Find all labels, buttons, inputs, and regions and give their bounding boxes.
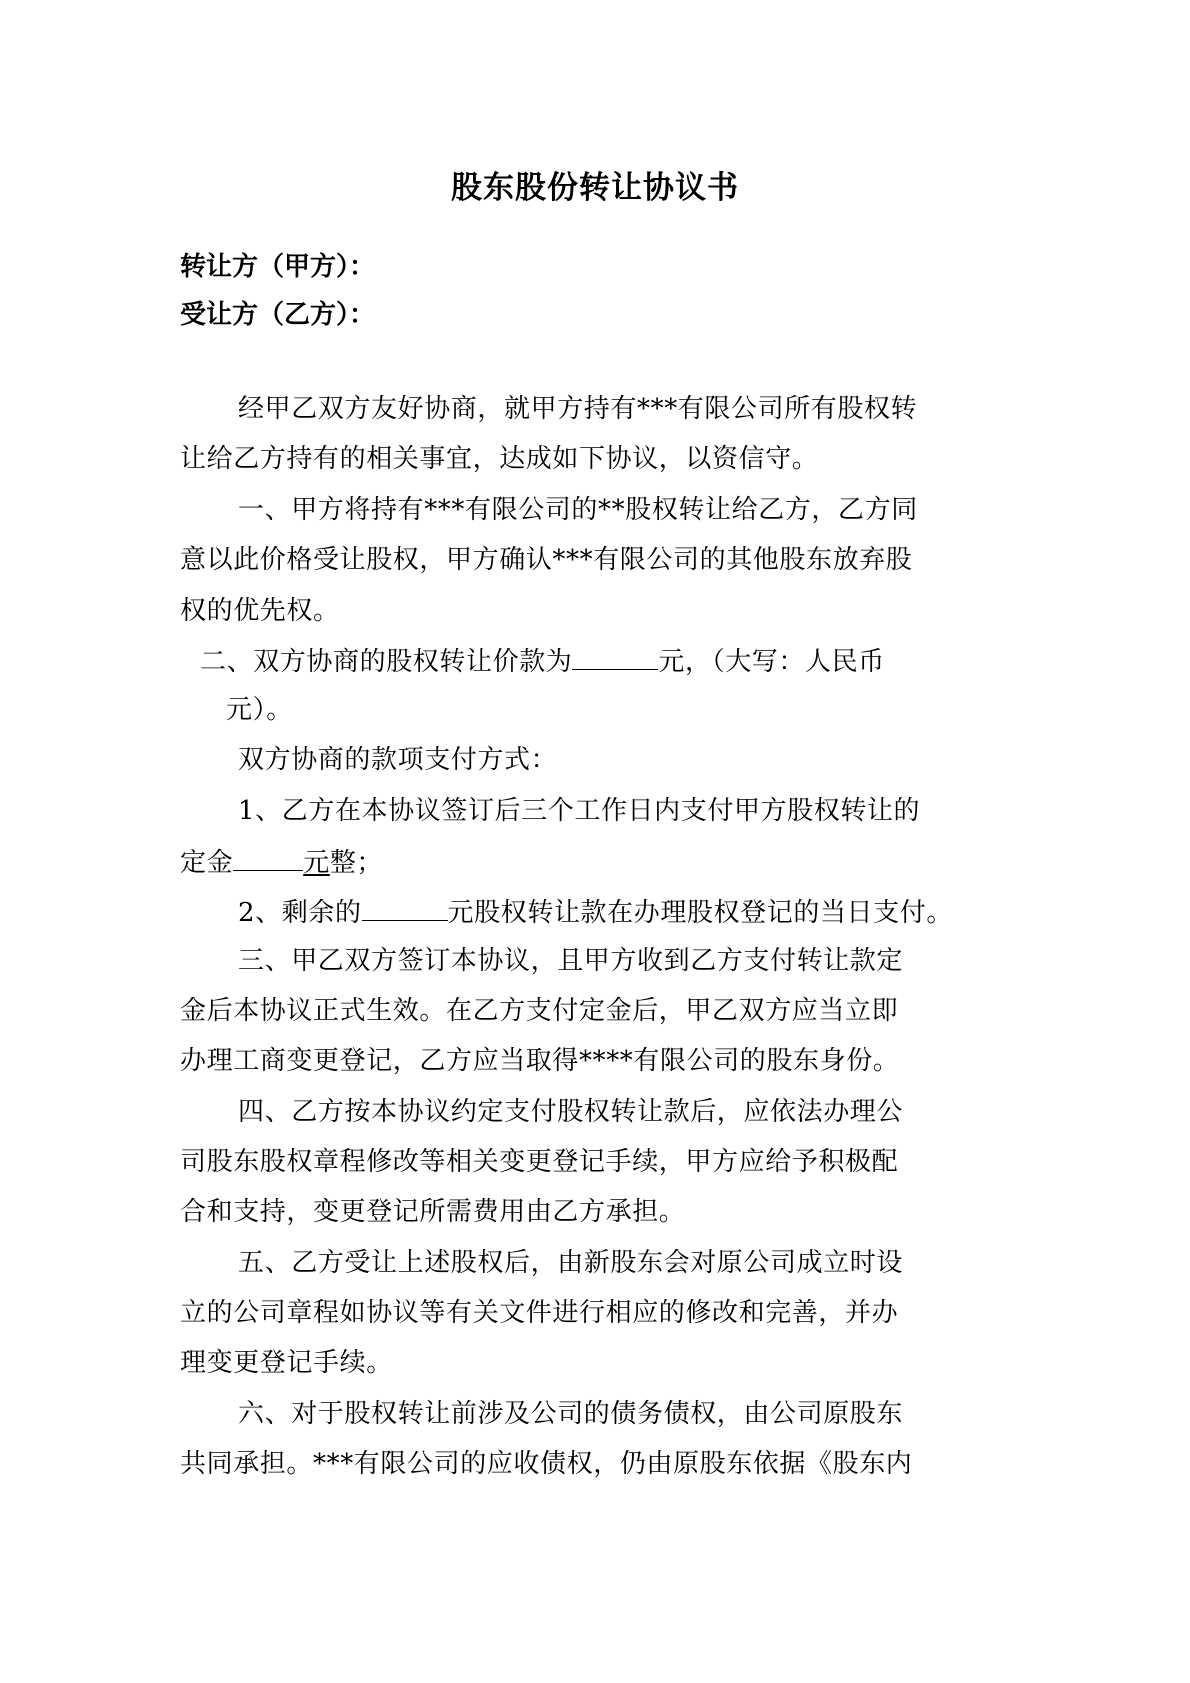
deposit-suffix: 整；: [329, 848, 384, 878]
payment-method-heading: 双方协商的款项支付方式：: [238, 745, 558, 775]
payment-item-2-text-b: 元股权转让款在办理股权登记的当日支付。: [447, 898, 953, 928]
clause-1-line-3: 权的优先权。: [180, 596, 340, 626]
deposit-blank[interactable]: [233, 844, 303, 871]
clause-1-line-2: 意以此价格受让股权，甲方确认***有限公司的其他股东放弃股: [180, 545, 913, 575]
document-title: 股东股份转让协议书: [451, 170, 739, 206]
clause-6-line-1: 六、对于股权转让前涉及公司的债务债权，由公司原股东: [238, 1399, 904, 1429]
clause-2-text-b: 元，（大写：人民币: [658, 647, 885, 677]
price-blank[interactable]: [572, 643, 658, 670]
clause-5-line-1: 五、乙方受让上述股权后，由新股东会对原公司成立时设: [238, 1248, 904, 1278]
payment-item-2-text-a: 2、剩余的: [238, 898, 362, 928]
clause-1-line-1: 一、甲方将持有***有限公司的**股权转让给乙方，乙方同: [238, 495, 918, 525]
clause-5-line-2: 立的公司章程如协议等有关文件进行相应的修改和完善，并办: [180, 1298, 899, 1328]
deposit-unit: 元: [303, 848, 330, 878]
transferor-label: 转让方（甲方）：: [180, 252, 376, 282]
clause-3-line-3: 办理工商变更登记，乙方应当取得****有限公司的股东身份。: [180, 1046, 900, 1076]
clause-4-line-2: 司股东股权章程修改等相关变更登记手续，甲方应给予积极配: [180, 1147, 899, 1177]
transferee-label: 受让方（乙方）：: [180, 300, 376, 330]
deposit-label: 定金: [180, 848, 234, 878]
clause-2-line-1: [200, 643, 885, 679]
payment-item-1-line-1: 1、乙方在本协议签订后三个工作日内支付甲方股权转让的: [238, 796, 921, 826]
clause-5-line-3: 理变更登记手续。: [180, 1348, 393, 1378]
clause-4-line-1: 四、乙方按本协议约定支付股权转让款后，应依法办理公: [238, 1097, 904, 1127]
clause-3-line-1: 三、甲乙双方签订本协议，且甲方收到乙方支付转让款定: [238, 946, 904, 976]
clause-2-text-a: 二、双方协商的股权转让价款为: [200, 647, 573, 677]
clause-6-line-2: 共同承担。***有限公司的应收债权，仍由原股东依据《股东内: [180, 1449, 913, 1479]
remaining-blank[interactable]: [362, 894, 448, 921]
preamble-line-1: 经甲乙双方友好协商，就甲方持有***有限公司所有股权转: [238, 394, 918, 424]
clause-4-line-3: 合和支持，变更登记所需费用由乙方承担。: [180, 1197, 686, 1227]
preamble-line-2: 让给乙方持有的相关事宜，达成如下协议，以资信守。: [180, 444, 819, 474]
clause-3-line-2: 金后本协议正式生效。在乙方支付定金后，甲乙双方应当立即: [180, 996, 899, 1026]
clause-2-line-2: 元）。: [226, 695, 293, 725]
payment-item-1-line-2: [180, 844, 383, 880]
payment-item-2: [238, 894, 953, 930]
